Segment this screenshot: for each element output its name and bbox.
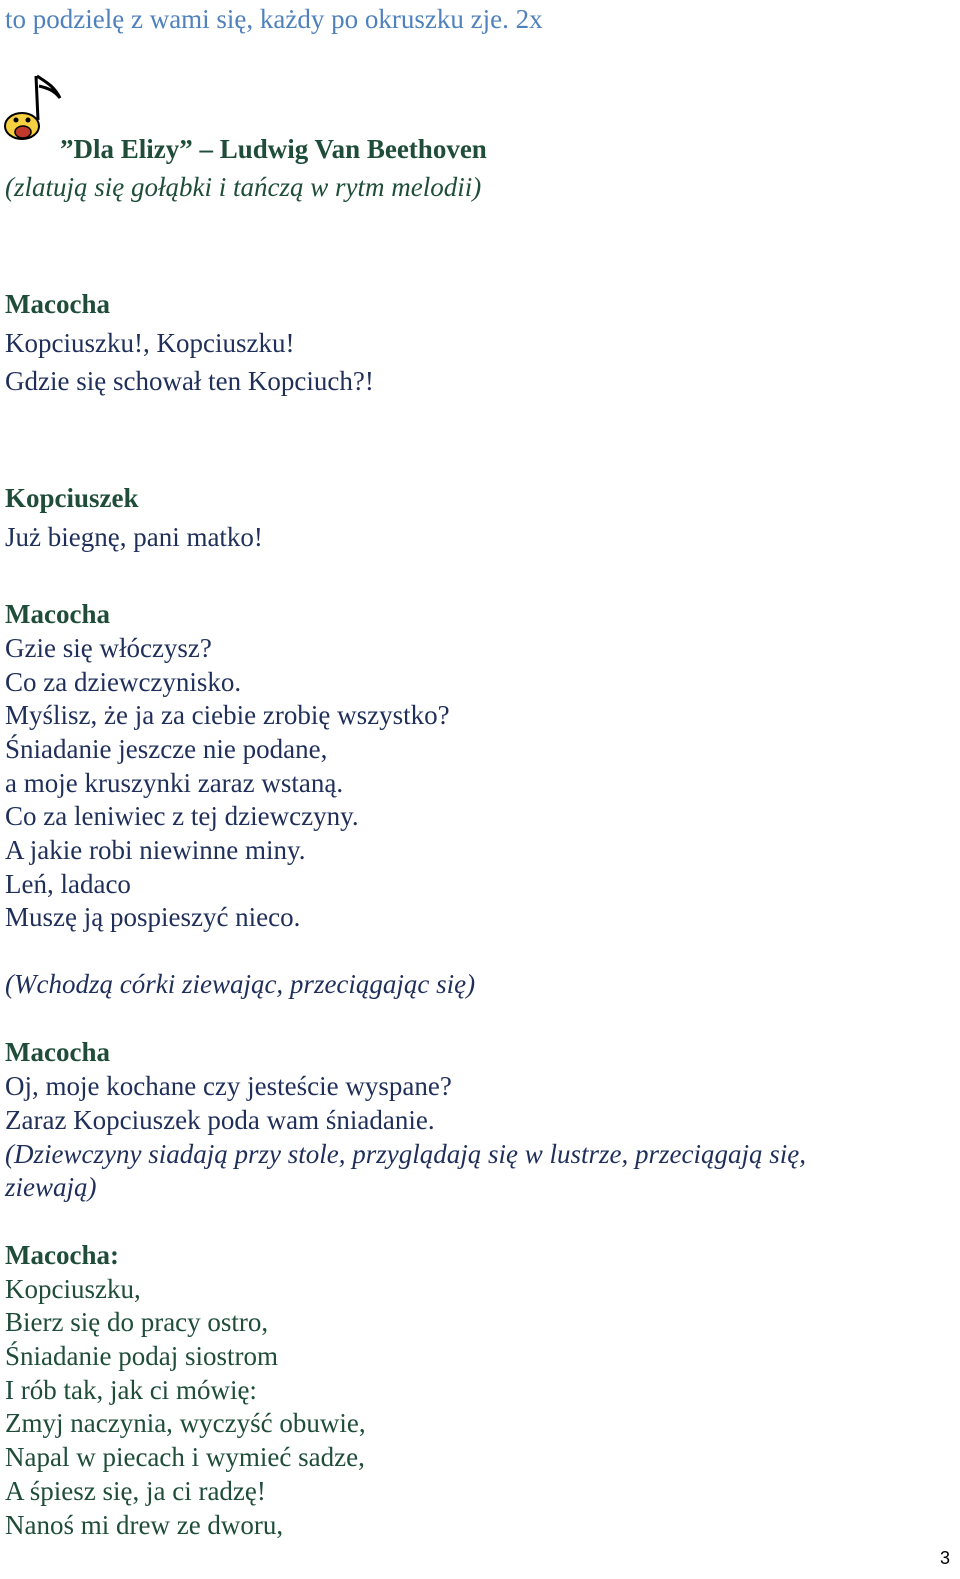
dialogue-line: a moje kruszynki zaraz wstaną. bbox=[5, 768, 344, 798]
stage-direction: (Wchodzą córki ziewając, przeciągając się) bbox=[5, 969, 476, 999]
speaker-name: Macocha: bbox=[5, 1240, 119, 1270]
dialogue-line: Gzie się włóczysz? bbox=[5, 633, 212, 663]
dialogue-line: Śniadanie jeszcze nie podane, bbox=[5, 734, 328, 764]
dialogue-line: A śpiesz się, ja ci radzę! bbox=[5, 1476, 266, 1506]
dialogue-line: Zaraz Kopciuszek poda wam śniadanie. bbox=[5, 1105, 435, 1135]
stage-direction: ziewają) bbox=[5, 1172, 97, 1202]
dialogue-line: Napal w piecach i wymieć sadze, bbox=[5, 1442, 365, 1472]
singing-music-note-icon bbox=[2, 70, 64, 150]
speaker-name: Macocha bbox=[5, 1037, 110, 1067]
song-title: ”Dla Elizy” – Ludwig Van Beethoven bbox=[60, 134, 487, 164]
stage-direction: (Dziewczyny siadają przy stole, przyglądają się w lustrze, przeciągają się, bbox=[5, 1139, 806, 1169]
dialogue-line: Leń, ladaco bbox=[5, 869, 131, 899]
dialogue-line: Kopciuszku!, Kopciuszku! bbox=[5, 328, 295, 358]
dialogue-line: Co za leniwiec z tej dziewczyny. bbox=[5, 801, 359, 831]
speaker-name: Macocha bbox=[5, 599, 110, 629]
page-number: 3 bbox=[940, 1548, 951, 1568]
dialogue-line: Muszę ją pospieszyć nieco. bbox=[5, 902, 301, 932]
dialogue-line: A jakie robi niewinne miny. bbox=[5, 835, 306, 865]
dialogue-line: Już biegnę, pani matko! bbox=[5, 522, 263, 552]
dialogue-line: Myślisz, że ja za ciebie zrobię wszystko? bbox=[5, 700, 450, 730]
dialogue-line: Kopciuszku, bbox=[5, 1274, 141, 1304]
dialogue-line: Co za dziewczynisko. bbox=[5, 667, 242, 697]
dialogue-line: Śniadanie podaj siostrom bbox=[5, 1341, 278, 1371]
lyrics-line: to podzielę z wami się, każdy po okruszku zje. 2x bbox=[5, 4, 543, 34]
dialogue-line: Oj, moje kochane czy jesteście wyspane? bbox=[5, 1071, 452, 1101]
dialogue-line: Nanoś mi drew ze dworu, bbox=[5, 1510, 284, 1540]
dialogue-line: I rób tak, jak ci mówię: bbox=[5, 1375, 257, 1405]
speaker-name: Macocha bbox=[5, 289, 110, 319]
speaker-name: Kopciuszek bbox=[5, 483, 139, 513]
dialogue-line: Zmyj naczynia, wyczyść obuwie, bbox=[5, 1408, 366, 1438]
stage-direction: (zlatują się gołąbki i tańczą w rytm melodii) bbox=[5, 172, 482, 202]
dialogue-line: Gdzie się schował ten Kopciuch?! bbox=[5, 366, 374, 396]
dialogue-line: Bierz się do pracy ostro, bbox=[5, 1307, 269, 1337]
